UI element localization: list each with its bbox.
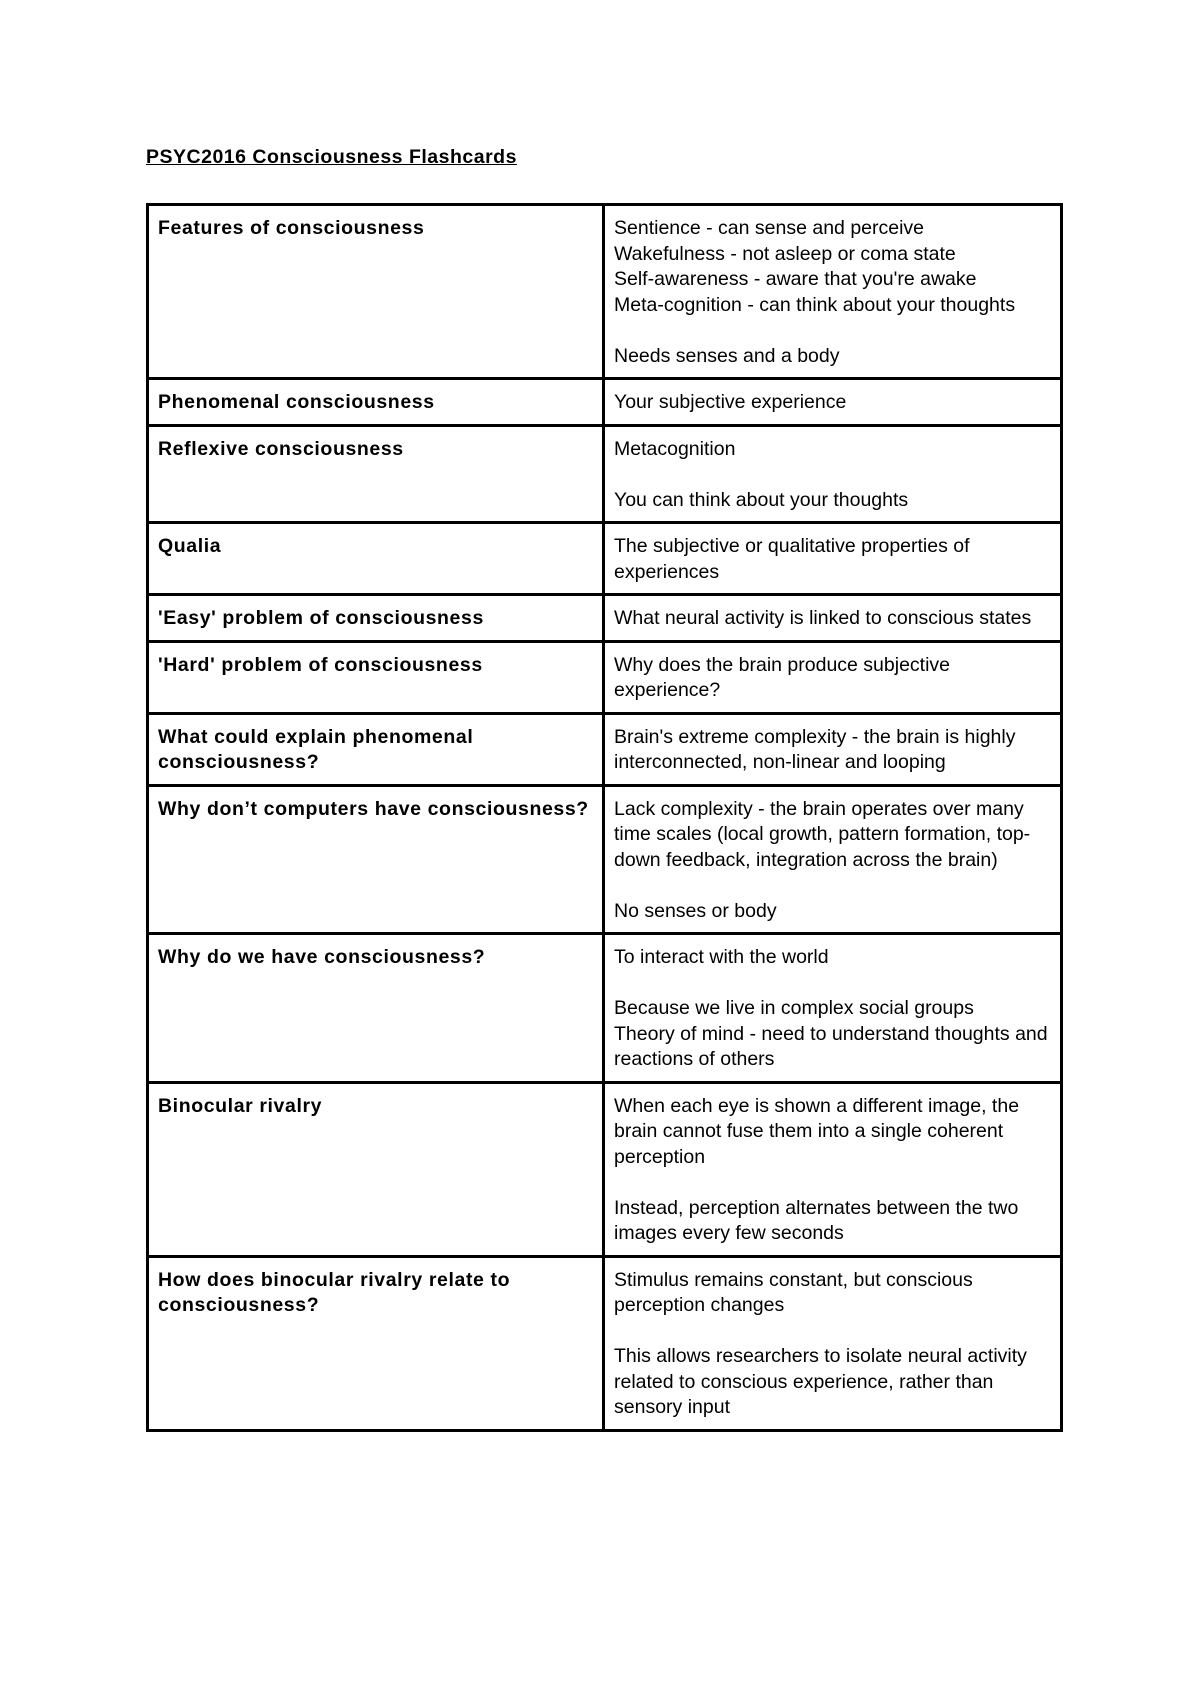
definition-line: You can think about your thoughts [614,488,909,511]
definition-line: To interact with the world [614,946,829,968]
document-title: PSYC2016 Consciousness Flashcards [146,146,517,168]
definition-paragraph [614,1094,1050,1171]
flashcard-row [148,713,1062,785]
flashcard-term: Phenomenal consciousness [148,379,604,426]
flashcard-term: 'Easy' problem of consciousness [148,595,604,642]
flashcard-table [146,203,1063,1432]
definition-line: Instead, perception alternates between the two images every few seconds [614,1196,1019,1244]
definition-line: Theory of mind - need to understand thoughts and reactions of others [614,1022,1048,1070]
definition-paragraph [614,1268,1050,1319]
definition-paragraph [614,996,1050,1073]
definition-line: This allows researchers to isolate neural activity related to conscious experience, rather than sensory input [614,1345,1027,1418]
definition-paragraph [614,1344,1050,1421]
flashcard-definition [604,934,1062,1083]
definition-line: The subjective or qualitative properties of experiences [614,535,970,583]
flashcard-definition [604,523,1062,595]
definition-line: Self-awareness - aware that you're awake [614,268,977,290]
flashcard-definition [604,785,1062,934]
flashcard-definition [604,713,1062,785]
definition-line: Because we live in complex social groups [614,997,974,1019]
definition-paragraph [614,437,1050,463]
flashcard-definition [604,1082,1062,1256]
flashcard-row [148,1082,1062,1256]
flashcard-row [148,379,1062,426]
flashcard-row [148,1256,1062,1430]
definition-line: Stimulus remains constant, but conscious perception changes [614,1268,973,1316]
definition-paragraph [614,606,1050,632]
flashcard-term: Why do we have consciousness? [148,934,604,1083]
flashcard-row [148,523,1062,595]
flashcard-row [148,205,1062,379]
definition-line: Your subjective experience [614,391,847,413]
flashcard-row [148,425,1062,523]
flashcard-row [148,785,1062,934]
definition-paragraph [614,390,1050,416]
definition-line: No senses or body [614,899,777,922]
flashcard-row [148,934,1062,1083]
definition-paragraph [614,945,1050,971]
definition-line: When each eye is shown a different image, the brain cannot fuse them into a single coherent perception [614,1094,1020,1168]
flashcard-definition [604,595,1062,642]
definition-line: Sentience - can sense and perceive [614,217,925,239]
definition-line: Why does the brain produce subjective experience? [614,653,951,701]
flashcard-term: 'Hard' problem of consciousness [148,641,604,713]
flashcard-term: What could explain phenomenal consciousness? [148,713,604,785]
definition-line: Wakefulness - not asleep or coma state [614,242,956,265]
flashcard-term: Features of consciousness [148,205,604,379]
definition-paragraph [614,725,1050,776]
flashcard-term: How does binocular rivalry relate to consciousness? [148,1256,604,1430]
flashcard-definition [604,425,1062,523]
flashcard-rows [148,205,1062,1431]
flashcard-term: Qualia [148,523,604,595]
definition-line: Metacognition [614,437,736,460]
definition-line: Brain's extreme complexity - the brain is highly interconnected, non-linear and looping [614,725,1016,773]
definition-paragraph [614,899,1050,925]
flashcard-definition [604,1256,1062,1430]
flashcard-term: Binocular rivalry [148,1082,604,1256]
flashcard-term: Why don’t computers have consciousness? [148,785,604,934]
flashcard-definition [604,205,1062,379]
definition-line: What neural activity is linked to conscious states [614,607,1032,629]
definition-line: Needs senses and a body [614,344,840,367]
definition-paragraph [614,488,1050,514]
definition-paragraph [614,653,1050,704]
definition-line: Meta-cognition - can think about your thoughts [614,293,1016,316]
definition-paragraph [614,797,1050,874]
definition-line: Lack complexity - the brain operates over many time scales (local growth, pattern formation, top-down feedback, integration across the brain) [614,797,1031,871]
definition-paragraph [614,216,1050,318]
flashcard-term: Reflexive consciousness [148,425,604,523]
flashcard-row [148,595,1062,642]
definition-paragraph [614,534,1050,585]
definition-paragraph [614,344,1050,370]
flashcard-row [148,641,1062,713]
flashcard-definition [604,379,1062,426]
definition-paragraph [614,1196,1050,1247]
flashcard-definition [604,641,1062,713]
